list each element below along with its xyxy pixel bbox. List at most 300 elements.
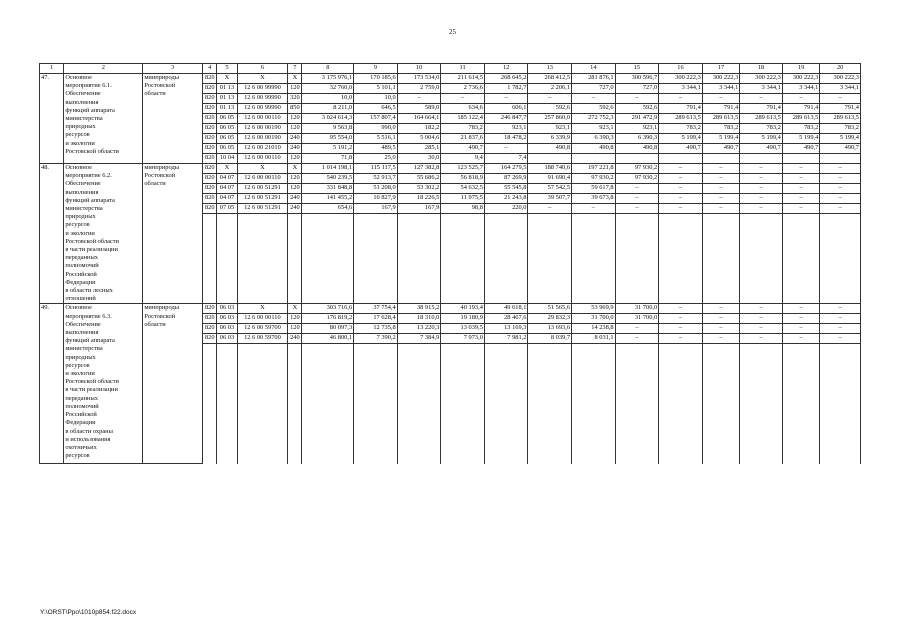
table-cell: 115 117,5 — [354, 164, 398, 174]
empty-cell — [484, 344, 528, 354]
empty-cell — [820, 344, 861, 354]
empty-cell — [820, 454, 861, 464]
table-cell: X — [217, 164, 237, 174]
empty-cell — [217, 434, 237, 444]
table-cell: 820 — [203, 154, 217, 164]
empty-cell — [302, 414, 354, 424]
activity-name-line: в части реализации — [65, 246, 118, 254]
empty-cell — [217, 424, 237, 434]
empty-cell — [740, 424, 783, 434]
table-cell: X — [237, 164, 288, 174]
empty-cell — [203, 214, 217, 224]
table-cell: X — [288, 304, 302, 314]
empty-cell — [782, 294, 820, 304]
table-cell: – — [615, 334, 659, 344]
empty-cell — [820, 284, 861, 294]
empty-cell — [740, 414, 783, 424]
activity-name-line: переданных — [65, 254, 98, 262]
table-cell: 300 222,3 — [659, 74, 703, 84]
empty-cell — [397, 214, 441, 224]
empty-cell — [288, 384, 302, 394]
empty-cell — [302, 344, 354, 354]
empty-cell — [484, 224, 528, 234]
empty-cell — [615, 454, 659, 464]
activity-name-line: природных — [65, 353, 96, 361]
table-cell: 120 — [288, 174, 302, 184]
empty-cell — [615, 294, 659, 304]
empty-cell — [288, 434, 302, 444]
empty-cell — [441, 344, 485, 354]
empty-cell — [302, 254, 354, 264]
empty-cell — [397, 294, 441, 304]
empty-cell — [302, 424, 354, 434]
empty-cell — [217, 234, 237, 244]
table-cell: 55 686,2 — [397, 174, 441, 184]
table-cell: 300 222,3 — [702, 74, 740, 84]
empty-cell — [354, 254, 398, 264]
table-cell — [782, 154, 820, 164]
empty-cell — [528, 294, 572, 304]
empty-cell — [659, 384, 703, 394]
executor-line: минприроды — [144, 304, 180, 312]
table-cell: 97 930,2 — [615, 174, 659, 184]
table-cell: 783,2 — [702, 124, 740, 134]
empty-cell — [441, 384, 485, 394]
empty-cell — [484, 444, 528, 454]
empty-cell — [702, 274, 740, 284]
executor-line: Ростовской — [144, 172, 176, 180]
table-cell: – — [702, 94, 740, 104]
table-cell: 12 6 00 00110 — [237, 314, 288, 324]
empty-cell — [441, 444, 485, 454]
table-cell: 87 269,9 — [484, 174, 528, 184]
table-cell: 727,0 — [572, 84, 616, 94]
empty-cell — [572, 414, 616, 424]
table-cell: 5 101,1 — [354, 84, 398, 94]
table-cell: 120 — [288, 114, 302, 124]
table-cell: 820 — [203, 84, 217, 94]
empty-cell — [782, 414, 820, 424]
empty-cell — [740, 394, 783, 404]
table-cell — [615, 154, 659, 164]
row-number: 48. — [40, 164, 64, 304]
empty-cell — [572, 254, 616, 264]
table-cell: – — [820, 184, 861, 194]
empty-cell — [484, 254, 528, 264]
table-cell: – — [528, 204, 572, 214]
table-cell: 18 478,2 — [484, 134, 528, 144]
empty-cell — [217, 414, 237, 424]
empty-cell — [354, 414, 398, 424]
table-cell: 53 969,9 — [572, 304, 616, 314]
table-cell: – — [659, 204, 703, 214]
table-cell: 490,7 — [820, 144, 861, 154]
table-cell: 12 6 00 00190 — [237, 124, 288, 134]
activity-name-line: ресурсов — [65, 452, 90, 460]
table-cell: 489,5 — [354, 144, 398, 154]
empty-cell — [659, 354, 703, 364]
column-number: 20 — [820, 64, 861, 74]
table-cell: – — [820, 174, 861, 184]
activity-name-line: функций аппарата — [65, 106, 115, 114]
table-cell: 21 837,6 — [441, 134, 485, 144]
table-cell: – — [740, 324, 783, 334]
empty-cell — [441, 414, 485, 424]
empty-cell — [397, 284, 441, 294]
table-cell: 12 6 00 59700 — [237, 324, 288, 334]
table-cell — [659, 154, 703, 164]
empty-cell — [820, 264, 861, 274]
table-cell: X — [217, 74, 237, 84]
empty-cell — [203, 294, 217, 304]
empty-cell — [782, 344, 820, 354]
table-cell: 04 07 — [217, 174, 237, 184]
empty-cell — [354, 394, 398, 404]
empty-cell — [217, 374, 237, 384]
table-cell: 25,0 — [354, 154, 398, 164]
empty-cell — [484, 414, 528, 424]
table-cell: – — [820, 204, 861, 214]
table-cell: 791,4 — [659, 104, 703, 114]
empty-cell — [397, 434, 441, 444]
empty-cell — [484, 214, 528, 224]
activity-name-line: природных — [65, 213, 96, 221]
table-cell: – — [782, 204, 820, 214]
empty-cell — [354, 244, 398, 254]
empty-cell — [572, 434, 616, 444]
table-cell: – — [615, 194, 659, 204]
empty-cell — [740, 374, 783, 384]
table-cell: 31 700,0 — [615, 314, 659, 324]
table-cell: 820 — [203, 194, 217, 204]
activity-name-line: полномочий — [65, 262, 99, 270]
table-cell: 120 — [288, 184, 302, 194]
table-cell: 12 6 00 51291 — [237, 194, 288, 204]
table-cell: 182,2 — [397, 124, 441, 134]
table-cell: – — [740, 174, 783, 184]
empty-cell — [354, 344, 398, 354]
empty-cell — [288, 234, 302, 244]
table-cell: 240 — [288, 134, 302, 144]
table-cell: 8 031,1 — [572, 334, 616, 344]
empty-cell — [782, 364, 820, 374]
empty-cell — [572, 374, 616, 384]
empty-cell — [397, 264, 441, 274]
table-cell: – — [820, 334, 861, 344]
empty-cell — [702, 384, 740, 394]
empty-cell — [572, 424, 616, 434]
empty-cell — [740, 344, 783, 354]
table-cell: 10 04 — [217, 154, 237, 164]
table-cell: 53 302,2 — [397, 184, 441, 194]
empty-cell — [615, 244, 659, 254]
empty-cell — [659, 444, 703, 454]
table-cell: 06 05 — [217, 134, 237, 144]
table-cell: 197 221,8 — [572, 164, 616, 174]
empty-cell — [740, 214, 783, 224]
table-cell: – — [615, 184, 659, 194]
empty-cell — [820, 444, 861, 454]
column-number: 17 — [702, 64, 740, 74]
empty-cell — [615, 444, 659, 454]
table-row — [40, 304, 861, 314]
column-number: 14 — [572, 64, 616, 74]
column-number: 5 — [217, 64, 237, 74]
table-cell: 46 800,1 — [302, 334, 354, 344]
empty-cell — [217, 214, 237, 224]
table-cell: – — [740, 334, 783, 344]
table-cell: 490,8 — [528, 144, 572, 154]
table-cell: 5 191,2 — [302, 144, 354, 154]
table-cell: 490,7 — [740, 144, 783, 154]
empty-cell — [615, 234, 659, 244]
empty-cell — [820, 274, 861, 284]
table-cell: 06 05 — [217, 144, 237, 154]
table-cell: 3 175 976,1 — [302, 74, 354, 84]
table-cell: – — [782, 304, 820, 314]
table-cell: – — [659, 314, 703, 324]
table-cell: 59 617,8 — [572, 184, 616, 194]
table-cell: 127 382,8 — [397, 164, 441, 174]
table-cell: X — [288, 74, 302, 84]
empty-cell — [441, 264, 485, 274]
table-cell: 820 — [203, 134, 217, 144]
empty-cell — [203, 234, 217, 244]
table-cell: 9,4 — [441, 154, 485, 164]
table-cell: 98,8 — [441, 204, 485, 214]
table-cell: 30,0 — [397, 154, 441, 164]
table-cell: 01 13 — [217, 94, 237, 104]
empty-cell — [702, 444, 740, 454]
empty-cell — [302, 434, 354, 444]
empty-cell — [820, 404, 861, 414]
table-cell: – — [572, 204, 616, 214]
empty-cell — [237, 454, 288, 464]
table-cell: 18 226,5 — [397, 194, 441, 204]
empty-cell — [659, 254, 703, 264]
empty-cell — [615, 374, 659, 384]
empty-cell — [237, 244, 288, 254]
column-number: 8 — [302, 64, 354, 74]
table-cell: 7 973,0 — [441, 334, 485, 344]
activity-name-line: Обеспечение — [65, 180, 101, 188]
activity-name-line: министерства — [65, 345, 103, 353]
empty-cell — [572, 244, 616, 254]
table-cell: 12 6 00 99990 — [237, 84, 288, 94]
activity-name-line: выполнения — [65, 98, 99, 106]
empty-cell — [237, 424, 288, 434]
empty-cell — [782, 274, 820, 284]
empty-cell — [302, 234, 354, 244]
table-cell: 12 6 00 99990 — [237, 94, 288, 104]
empty-cell — [397, 364, 441, 374]
table-cell: – — [615, 204, 659, 214]
empty-cell — [702, 404, 740, 414]
empty-cell — [782, 354, 820, 364]
table-cell: 51 208,0 — [354, 184, 398, 194]
table-cell: – — [528, 94, 572, 104]
empty-cell — [217, 364, 237, 374]
table-cell: 12 6 00 00190 — [237, 134, 288, 144]
activity-name-line: переданных — [65, 394, 98, 402]
table-cell: 8 039,7 — [528, 334, 572, 344]
column-number: 3 — [143, 64, 203, 74]
table-cell: 5 199,4 — [782, 134, 820, 144]
empty-cell — [441, 254, 485, 264]
empty-cell — [659, 234, 703, 244]
empty-cell — [354, 404, 398, 414]
empty-cell — [484, 394, 528, 404]
empty-cell — [615, 254, 659, 264]
empty-cell — [572, 354, 616, 364]
empty-cell — [441, 294, 485, 304]
table-cell: 589,0 — [397, 104, 441, 114]
table-cell: 120 — [288, 314, 302, 324]
table-cell: 49 618,1 — [484, 304, 528, 314]
activity-name-line: мероприятие 6.2. — [65, 172, 112, 180]
empty-cell — [615, 354, 659, 364]
empty-cell — [484, 234, 528, 244]
table-cell: 185 122,4 — [441, 114, 485, 124]
table-cell: 8 211,0 — [302, 104, 354, 114]
empty-cell — [203, 274, 217, 284]
empty-cell — [441, 234, 485, 244]
empty-cell — [217, 444, 237, 454]
table-cell: 783,2 — [740, 124, 783, 134]
table-cell: – — [615, 324, 659, 334]
table-cell: 06 05 — [217, 124, 237, 134]
activity-name-line: Обеспечение — [65, 90, 101, 98]
table-cell: 12 6 00 21010 — [237, 144, 288, 154]
empty-cell — [217, 354, 237, 364]
empty-cell — [528, 274, 572, 284]
empty-cell — [740, 234, 783, 244]
table-cell: 5 199,4 — [659, 134, 703, 144]
table-cell: – — [484, 144, 528, 154]
empty-cell — [288, 224, 302, 234]
empty-cell — [441, 424, 485, 434]
table-cell: 2 206,1 — [528, 84, 572, 94]
table-cell: 12 735,8 — [354, 324, 398, 334]
table-cell: X — [237, 304, 288, 314]
table-cell: 490,7 — [659, 144, 703, 154]
table-cell: 289 613,5 — [659, 114, 703, 124]
table-cell: – — [702, 164, 740, 174]
empty-cell — [441, 394, 485, 404]
empty-cell — [615, 214, 659, 224]
table-cell: 13 169,3 — [484, 324, 528, 334]
empty-cell — [740, 244, 783, 254]
empty-cell — [203, 424, 217, 434]
page-number: 25 — [449, 28, 456, 36]
table-cell: 820 — [203, 124, 217, 134]
activity-name-line: и использования — [65, 435, 111, 443]
empty-cell — [572, 224, 616, 234]
table-cell: 727,0 — [615, 84, 659, 94]
table-cell: 820 — [203, 144, 217, 154]
empty-cell — [484, 424, 528, 434]
table-cell: – — [820, 194, 861, 204]
table-cell: 211 614,5 — [441, 74, 485, 84]
table-cell: – — [740, 194, 783, 204]
table-cell: 12 6 00 00110 — [237, 154, 288, 164]
table-cell: 71,8 — [302, 154, 354, 164]
empty-cell — [702, 424, 740, 434]
empty-cell — [484, 404, 528, 414]
table-cell: 289 613,5 — [820, 114, 861, 124]
empty-cell — [820, 374, 861, 384]
table-cell: 95 554,0 — [302, 134, 354, 144]
empty-cell — [820, 254, 861, 264]
empty-cell — [203, 384, 217, 394]
empty-cell — [302, 384, 354, 394]
column-number: 2 — [64, 64, 143, 74]
empty-cell — [237, 374, 288, 384]
empty-cell — [302, 454, 354, 464]
table-cell: 7 981,2 — [484, 334, 528, 344]
empty-cell — [528, 434, 572, 444]
table-cell — [528, 154, 572, 164]
empty-cell — [572, 404, 616, 414]
table-cell: 12 6 00 51291 — [237, 184, 288, 194]
table-cell: 300 222,3 — [740, 74, 783, 84]
table-cell: – — [702, 314, 740, 324]
empty-cell — [528, 264, 572, 274]
empty-cell — [740, 444, 783, 454]
empty-cell — [740, 434, 783, 444]
empty-cell — [528, 404, 572, 414]
empty-cell — [203, 434, 217, 444]
table-cell: 51 565,6 — [528, 304, 572, 314]
empty-cell — [659, 404, 703, 414]
empty-cell — [203, 364, 217, 374]
table-cell: 300 596,7 — [615, 74, 659, 84]
empty-cell — [659, 434, 703, 444]
empty-cell — [572, 384, 616, 394]
table-cell: 18 310,0 — [397, 314, 441, 324]
table-cell: 300 222,3 — [820, 74, 861, 84]
table-cell: 783,2 — [441, 124, 485, 134]
table-cell: 97 930,2 — [615, 164, 659, 174]
table-cell: 592,6 — [615, 104, 659, 114]
empty-cell — [397, 224, 441, 234]
table-cell: 06 03 — [217, 304, 237, 314]
empty-cell — [237, 294, 288, 304]
executor-line: области — [144, 180, 166, 188]
table-cell: 923,1 — [572, 124, 616, 134]
table-cell: – — [740, 204, 783, 214]
empty-cell — [659, 364, 703, 374]
table-cell: 2 736,6 — [441, 84, 485, 94]
empty-cell — [702, 414, 740, 424]
column-number: 13 — [528, 64, 572, 74]
table-cell — [740, 154, 783, 164]
table-cell: 820 — [203, 94, 217, 104]
table-cell: 167,9 — [354, 204, 398, 214]
empty-cell — [484, 284, 528, 294]
table-cell: 11 975,5 — [441, 194, 485, 204]
empty-cell — [572, 214, 616, 224]
empty-cell — [354, 364, 398, 374]
executor-line: области — [144, 320, 166, 328]
empty-cell — [484, 274, 528, 284]
empty-cell — [237, 414, 288, 424]
table-cell — [820, 154, 861, 164]
empty-cell — [397, 374, 441, 384]
table-cell: – — [659, 94, 703, 104]
empty-cell — [217, 454, 237, 464]
empty-cell — [397, 274, 441, 284]
